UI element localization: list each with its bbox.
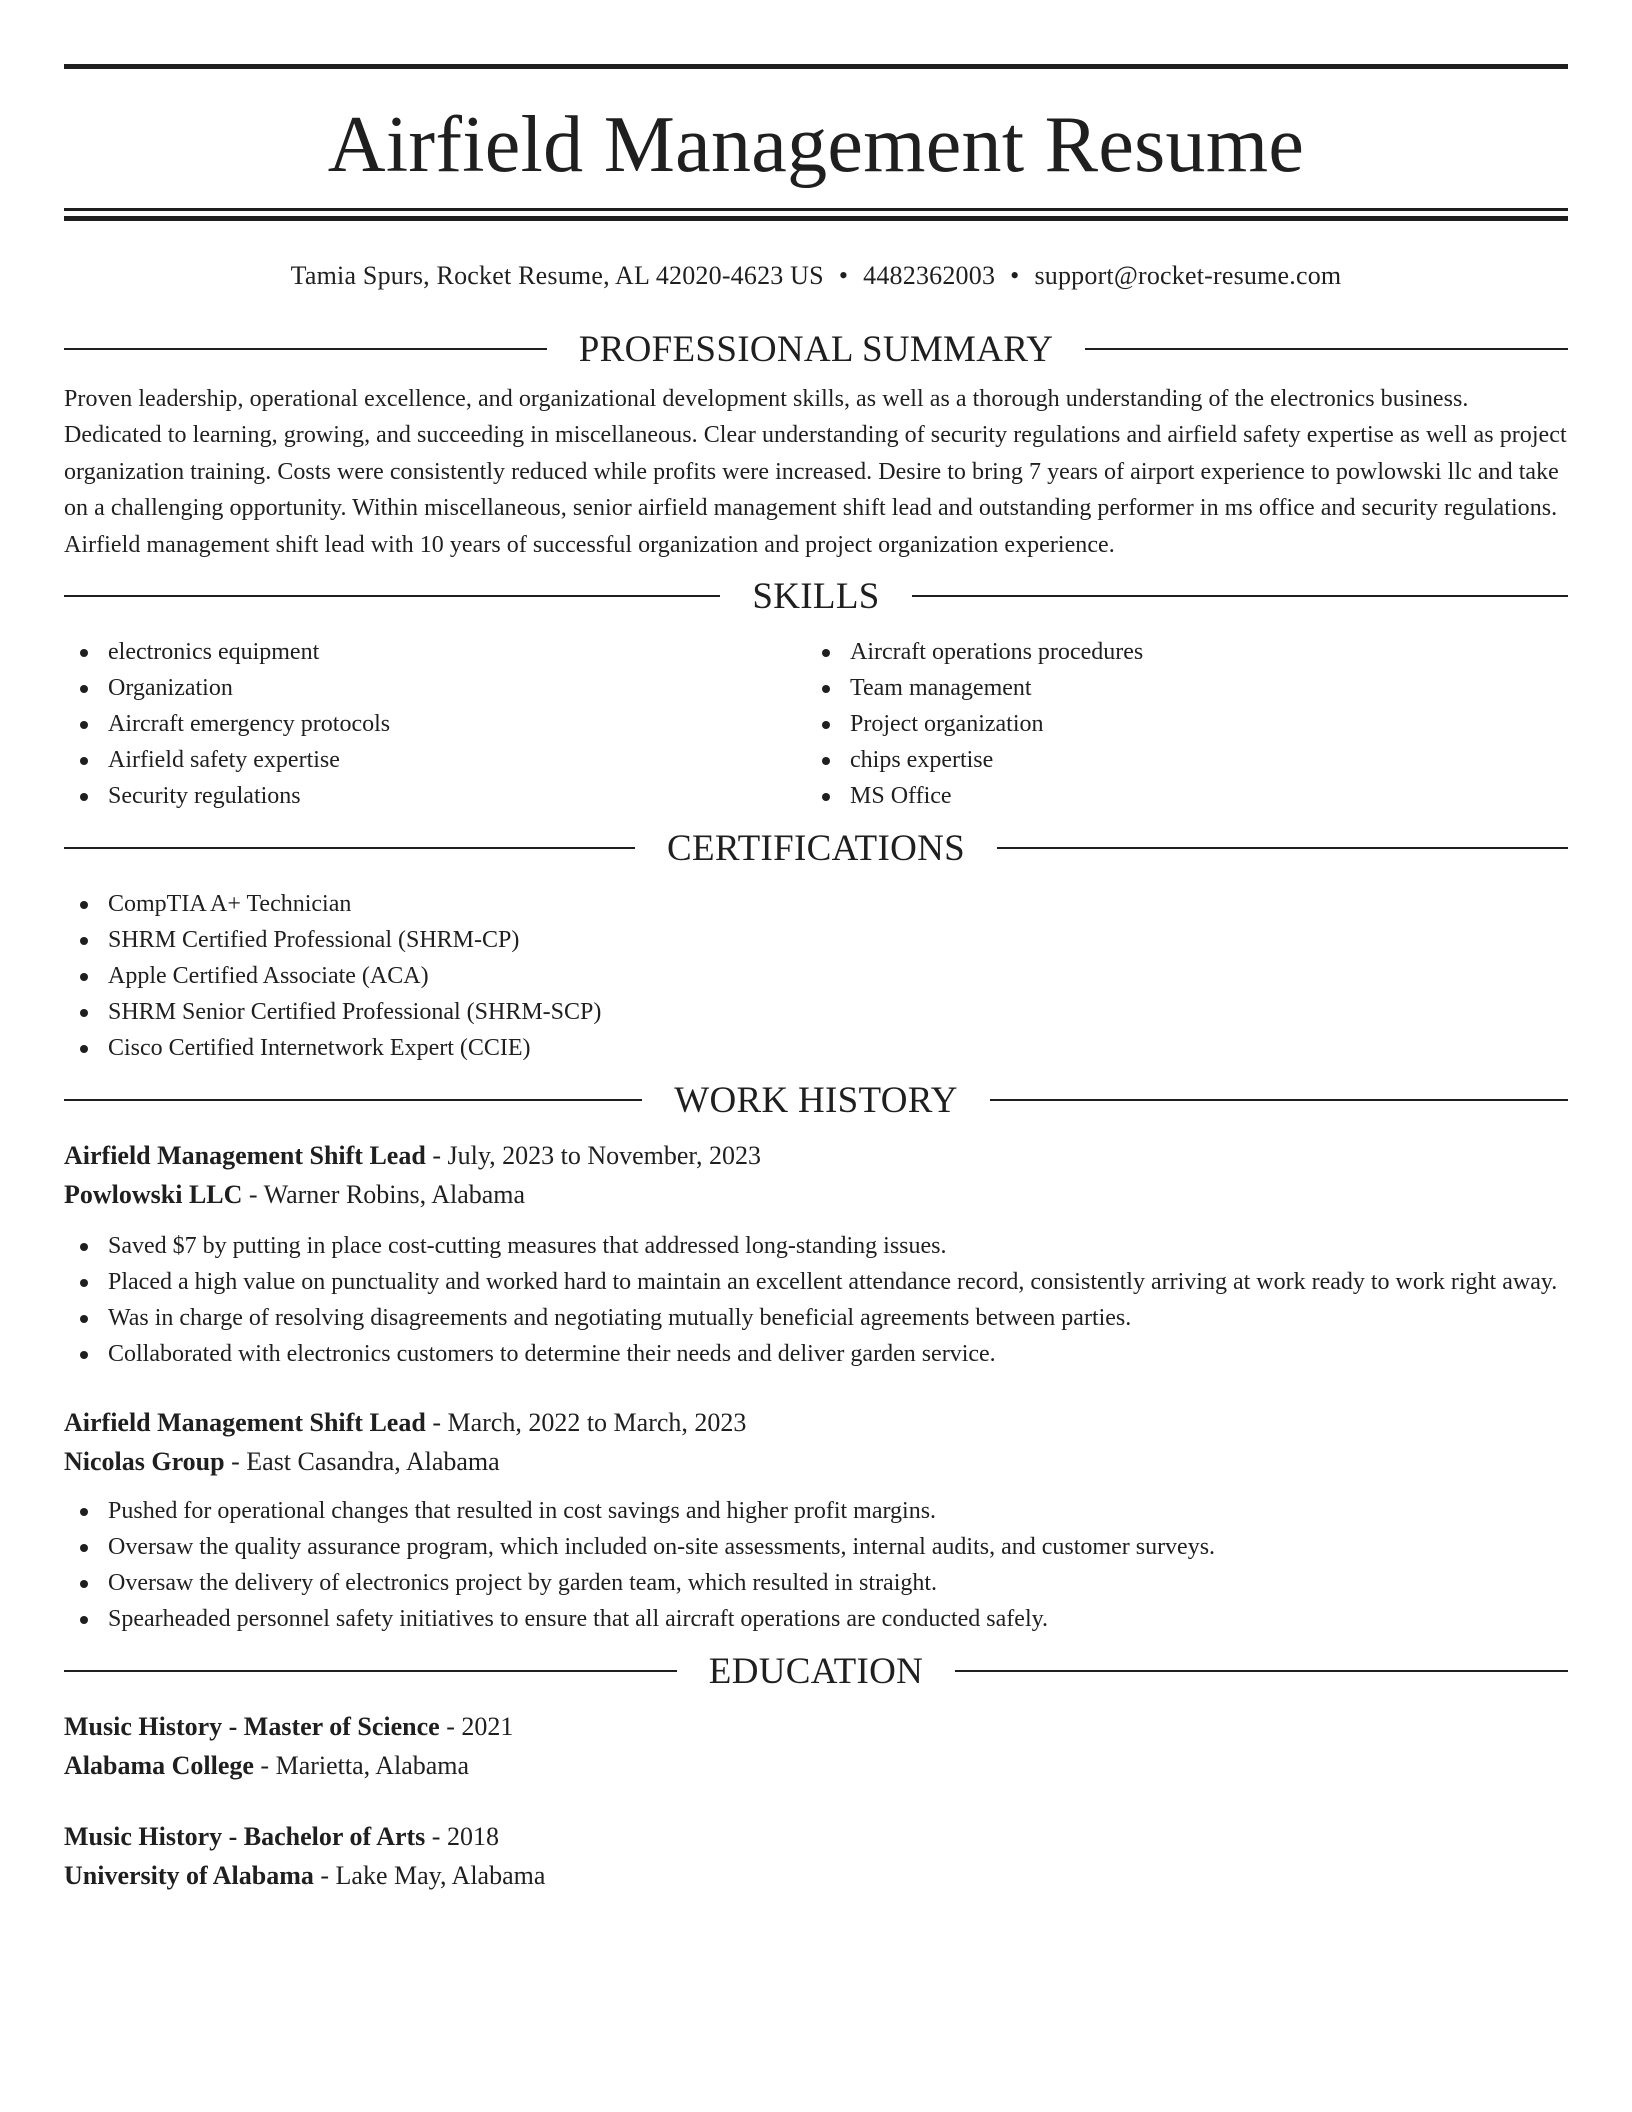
education-entry xyxy=(64,1817,1568,1895)
job-entry xyxy=(64,1403,1568,1637)
list-item: Aircraft operations procedures xyxy=(806,634,1568,670)
skills-list-left xyxy=(64,634,806,814)
list-item: Project organization xyxy=(806,706,1568,742)
job-dates: - March, 2022 to March, 2023 xyxy=(425,1408,747,1438)
section-rule xyxy=(64,348,547,350)
section-title-summary: PROFESSIONAL SUMMARY xyxy=(578,328,1054,370)
section-rule xyxy=(990,1099,1568,1101)
job-bullets xyxy=(64,1228,1568,1372)
list-item: SHRM Certified Professional (SHRM-CP) xyxy=(64,922,1568,958)
section-header-summary xyxy=(64,327,1568,371)
section-rule xyxy=(955,1670,1568,1672)
education-year: - 2018 xyxy=(425,1822,499,1852)
job-dates: - July, 2023 to November, 2023 xyxy=(425,1141,762,1171)
section-header-work xyxy=(64,1078,1568,1122)
list-item: Cisco Certified Internetwork Expert (CCIE) xyxy=(64,1030,1568,1066)
section-title-work: WORK HISTORY xyxy=(674,1079,958,1121)
contact-email: support@rocket-resume.com xyxy=(1034,261,1342,290)
education-school-line xyxy=(64,1856,1568,1895)
education-degree: Music History - Master of Science xyxy=(64,1712,440,1742)
list-item: Team management xyxy=(806,670,1568,706)
education-entry xyxy=(64,1707,1568,1785)
section-header-skills xyxy=(64,574,1568,618)
section-rule xyxy=(1085,348,1568,350)
education-year: - 2021 xyxy=(439,1712,514,1742)
skills-columns xyxy=(64,634,1568,814)
section-rule xyxy=(997,847,1568,849)
list-item: Security regulations xyxy=(64,778,806,814)
job-bullets xyxy=(64,1493,1568,1637)
list-item: SHRM Senior Certified Professional (SHRM-SCP) xyxy=(64,994,1568,1030)
contact-phone: 4482362003 xyxy=(863,261,996,290)
job-company: Nicolas Group xyxy=(64,1447,225,1477)
education-location: - Marietta, Alabama xyxy=(253,1751,470,1781)
list-item: MS Office xyxy=(806,778,1568,814)
contact-separator: • xyxy=(1010,261,1020,290)
education-school: University of Alabama xyxy=(64,1861,314,1891)
list-item: Airfield safety expertise xyxy=(64,742,806,778)
title-double-rule xyxy=(64,208,1568,221)
list-item: electronics equipment xyxy=(64,634,806,670)
education-degree: Music History - Bachelor of Arts xyxy=(64,1822,426,1852)
section-rule xyxy=(64,847,635,849)
list-item: Apple Certified Associate (ACA) xyxy=(64,958,1568,994)
contact-separator: • xyxy=(838,261,849,290)
list-item: Was in charge of resolving disagreements and negotiating mutually beneficial agreements between parties. xyxy=(64,1300,1568,1336)
job-entry xyxy=(64,1136,1568,1372)
section-rule xyxy=(64,1099,642,1101)
job-company: Powlowski LLC xyxy=(64,1180,243,1210)
job-title-line xyxy=(64,1136,1568,1175)
section-rule xyxy=(912,595,1568,597)
list-item: Saved $7 by putting in place cost-cutting measures that addressed long-standing issues. xyxy=(64,1228,1568,1264)
summary-text: Proven leadership, operational excellence, and organizational development skills, as well as a thorough understanding of the electronics business. Dedicated to learning, growing, and succeeding in miscellaneous. Clear understanding of security regulations and airfield safety expertise as well as project organization training. Costs were consistently reduced while profits were increased. Desire to bring 7 years of airport experience to powlowski llc and take on a challenging opportunity. Within miscellaneous, senior airfield management shift lead and outstanding performer in ms office and security regulations. Airfield management shift lead with 10 years of successful organization and project organization experience. xyxy=(64,386,1567,558)
education-school: Alabama College xyxy=(64,1751,254,1781)
section-title-education: EDUCATION xyxy=(708,1650,924,1692)
section-header-education xyxy=(64,1649,1568,1693)
list-item: Pushed for operational changes that resulted in cost savings and higher profit margins. xyxy=(64,1493,1568,1529)
section-title-skills: SKILLS xyxy=(752,575,880,617)
section-rule xyxy=(64,595,720,597)
job-title-line xyxy=(64,1403,1568,1442)
job-title: Airfield Management Shift Lead xyxy=(64,1408,426,1438)
list-item: Aircraft emergency protocols xyxy=(64,706,806,742)
job-title: Airfield Management Shift Lead xyxy=(64,1141,426,1171)
section-title-certifications: CERTIFICATIONS xyxy=(667,827,965,869)
education-location: - Lake May, Alabama xyxy=(313,1861,546,1891)
resume-title: Airfield Management Resume xyxy=(327,101,1305,189)
education-school-line xyxy=(64,1746,1568,1785)
list-item: Oversaw the quality assurance program, which included on-site assessments, internal audits, and customer surveys. xyxy=(64,1529,1568,1565)
list-item: Spearheaded personnel safety initiatives to ensure that all aircraft operations are conducted safely. xyxy=(64,1601,1568,1637)
skills-list-right xyxy=(806,634,1568,814)
list-item: chips expertise xyxy=(806,742,1568,778)
list-item: Placed a high value on punctuality and worked hard to maintain an excellent attendance record, consistently arriving at work ready to work right away. xyxy=(64,1264,1568,1300)
section-header-certifications xyxy=(64,826,1568,870)
certifications-list xyxy=(64,886,1568,1066)
list-item: Organization xyxy=(64,670,806,706)
list-item: Collaborated with electronics customers to determine their needs and deliver garden service. xyxy=(64,1336,1568,1372)
education-degree-line xyxy=(64,1817,1568,1856)
job-company-line xyxy=(64,1442,1568,1481)
contact-line xyxy=(64,263,1568,293)
list-item: Oversaw the delivery of electronics project by garden team, which resulted in straight. xyxy=(64,1565,1568,1601)
job-company-line xyxy=(64,1175,1568,1214)
list-item: CompTIA A+ Technician xyxy=(64,886,1568,922)
section-rule xyxy=(64,1670,677,1672)
job-location: - Warner Robins, Alabama xyxy=(242,1180,526,1210)
job-location: - East Casandra, Alabama xyxy=(224,1447,500,1477)
education-degree-line xyxy=(64,1707,1568,1746)
contact-address: Tamia Spurs, Rocket Resume, AL 42020-4623 US xyxy=(290,261,824,290)
